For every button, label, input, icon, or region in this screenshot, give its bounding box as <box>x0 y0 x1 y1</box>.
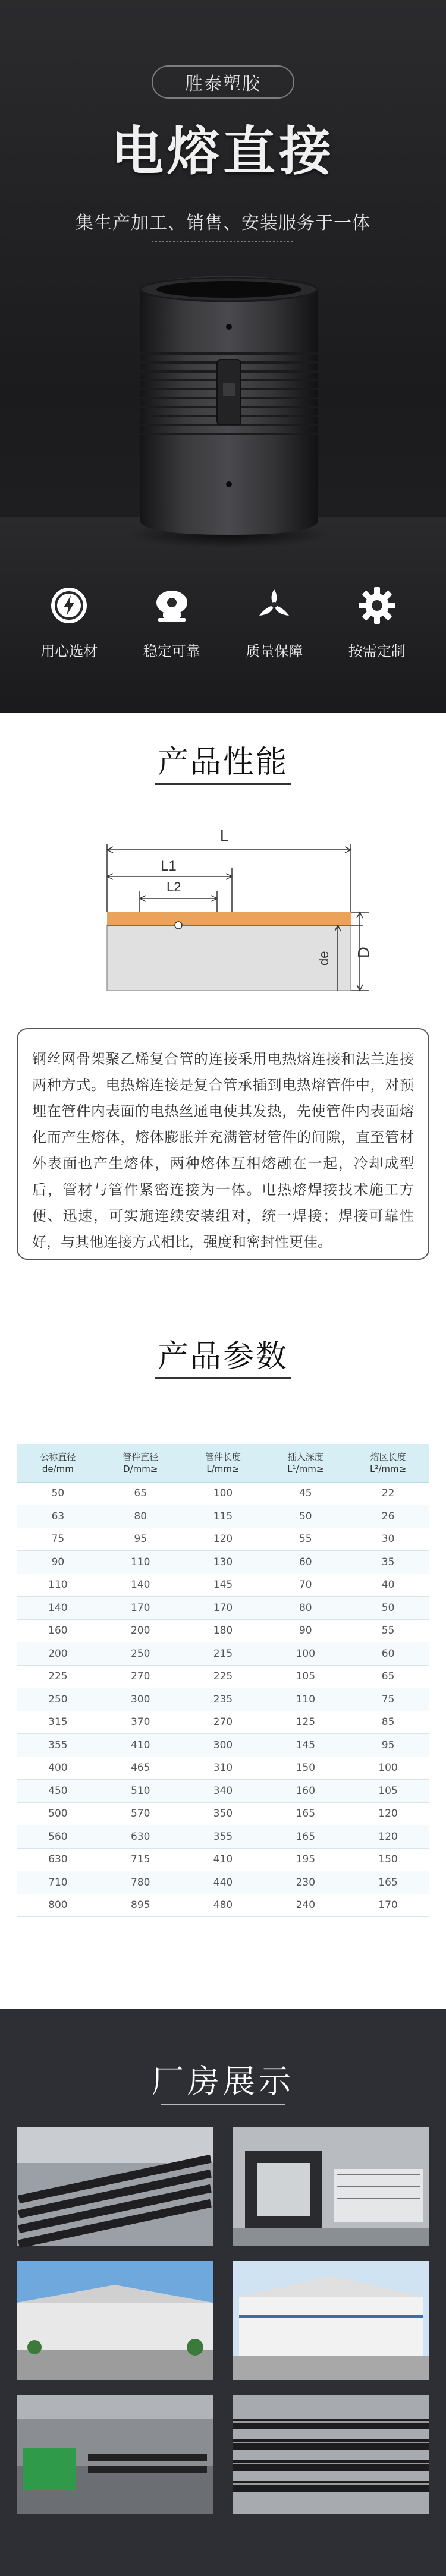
table-cell: 90 <box>264 1619 347 1642</box>
table-cell: 75 <box>17 1528 99 1551</box>
fan-hands-icon <box>251 582 297 629</box>
table-cell: 26 <box>347 1505 429 1528</box>
table-cell: 180 <box>182 1619 265 1642</box>
feature-label: 质量保障 <box>246 643 303 660</box>
table-row <box>17 1688 429 1711</box>
feature-item <box>230 582 319 671</box>
table-row <box>17 1802 429 1825</box>
table-cell: 105 <box>347 1780 429 1803</box>
table-cell: 300 <box>99 1688 182 1711</box>
table-cell: 140 <box>17 1597 99 1620</box>
table-cell: 145 <box>264 1734 347 1757</box>
table-cell: 225 <box>182 1665 265 1688</box>
machine-icon <box>149 582 195 629</box>
table-cell: 85 <box>347 1711 429 1734</box>
feature-list <box>0 582 446 671</box>
table-header-cell: 管件直径 D/mm≥ <box>99 1444 182 1482</box>
table-cell: 440 <box>182 1871 265 1894</box>
table-header-cell: 公称直径 de/mm <box>17 1444 99 1482</box>
table-body <box>17 1482 429 1917</box>
factory-photo-building-front <box>233 2261 429 2380</box>
table-cell: 110 <box>264 1688 347 1711</box>
factory-photo-machine <box>233 2127 429 2246</box>
table-cell: 895 <box>99 1894 182 1917</box>
table-cell: 465 <box>99 1757 182 1780</box>
table-cell: 100 <box>347 1757 429 1780</box>
params-table-wrap <box>17 1444 429 1917</box>
table-cell: 60 <box>264 1551 347 1574</box>
table-row <box>17 1757 429 1780</box>
factory-title-underline <box>161 2104 285 2105</box>
factory-photo-building-exterior <box>17 2261 213 2380</box>
params-title-underline <box>155 1377 291 1379</box>
table-row <box>17 1505 429 1528</box>
table-row <box>17 1894 429 1917</box>
table-cell: 230 <box>264 1871 347 1894</box>
dim-label-de: de <box>316 951 331 966</box>
table-cell: 410 <box>182 1848 265 1871</box>
table-row <box>17 1597 429 1620</box>
hero-subtitle: 集生产加工、销售、安装服务于一体 <box>76 213 370 234</box>
table-row <box>17 1482 429 1505</box>
table-row <box>17 1780 429 1803</box>
table-cell: 270 <box>99 1665 182 1688</box>
table-cell: 80 <box>264 1597 347 1620</box>
table-cell: 130 <box>182 1551 265 1574</box>
table-cell: 200 <box>99 1619 182 1642</box>
feature-item <box>332 582 422 671</box>
table-cell: 195 <box>264 1848 347 1871</box>
feature-item <box>24 582 114 671</box>
dim-label-L2: L2 <box>167 879 181 894</box>
table-cell: 160 <box>17 1619 99 1642</box>
table-cell: 370 <box>99 1711 182 1734</box>
table-header-row <box>17 1444 429 1482</box>
table-cell: 150 <box>264 1757 347 1780</box>
table-cell: 95 <box>99 1528 182 1551</box>
table-cell: 400 <box>17 1757 99 1780</box>
table-header-cell: 熔区长度 L²/mm≥ <box>347 1444 429 1482</box>
table-cell: 310 <box>182 1757 265 1780</box>
table-cell: 100 <box>182 1482 265 1505</box>
table-cell: 510 <box>99 1780 182 1803</box>
table-cell: 45 <box>264 1482 347 1505</box>
table-row <box>17 1619 429 1642</box>
table-cell: 110 <box>17 1574 99 1597</box>
description-text: 钢丝网骨架聚乙烯复合管的连接采用电热熔连接和法兰连接两种方式。电热熔连接是复合管承插到电热熔管件中，对预埋在管件内表面的电热丝通电使其发热，先使管件内表面熔化而产生熔体，熔体膨胀并充满管材管件的间隙，直至管材外表面也产生熔体，两种熔体互相熔融在一起，冷却成型后，管材与管件紧密连接为一体。电热熔焊接技术施工方便、迅速，可实施连续安装组对，统一焊接；焊接可靠性好，与其他连接方式相比，强度和密封性更佳。 <box>32 1051 414 1250</box>
table-cell: 225 <box>17 1665 99 1688</box>
table-cell: 50 <box>17 1482 99 1505</box>
table-cell: 170 <box>182 1597 265 1620</box>
gear-icon <box>354 582 400 629</box>
feature-label: 稳定可靠 <box>143 643 200 660</box>
table-cell: 120 <box>347 1825 429 1849</box>
table-cell: 240 <box>264 1894 347 1917</box>
table-cell: 70 <box>264 1574 347 1597</box>
table-header-cell: 管件长度 L/mm≥ <box>182 1444 265 1482</box>
coupler-product-image <box>131 270 327 550</box>
table-cell: 270 <box>182 1711 265 1734</box>
table-row <box>17 1711 429 1734</box>
table-cell: 50 <box>347 1597 429 1620</box>
table-cell: 120 <box>347 1802 429 1825</box>
table-cell: 165 <box>347 1871 429 1894</box>
table-cell: 80 <box>99 1505 182 1528</box>
table-row <box>17 1825 429 1849</box>
table-cell: 110 <box>99 1551 182 1574</box>
table-header-cell: 插入深度 L¹/mm≥ <box>264 1444 347 1482</box>
params-title: 产品参数 <box>157 1339 288 1374</box>
description-box <box>17 1028 429 1260</box>
table-cell: 215 <box>182 1642 265 1666</box>
table-cell: 570 <box>99 1802 182 1825</box>
table-cell: 40 <box>347 1574 429 1597</box>
table-cell: 105 <box>264 1665 347 1688</box>
table-cell: 480 <box>182 1894 265 1917</box>
performance-title-underline <box>155 783 291 785</box>
table-cell: 315 <box>17 1711 99 1734</box>
feature-label: 用心选材 <box>40 643 98 660</box>
table-cell: 140 <box>99 1574 182 1597</box>
table-cell: 350 <box>182 1802 265 1825</box>
table-cell: 65 <box>99 1482 182 1505</box>
dim-label-L: L <box>220 827 229 844</box>
table-cell: 170 <box>347 1894 429 1917</box>
table-row <box>17 1551 429 1574</box>
table-cell: 60 <box>347 1642 429 1666</box>
table-cell: 560 <box>17 1825 99 1849</box>
table-cell: 160 <box>264 1780 347 1803</box>
coupler-dimension-diagram <box>89 802 372 998</box>
table-cell: 22 <box>347 1482 429 1505</box>
table-cell: 65 <box>347 1665 429 1688</box>
hero-section <box>0 0 446 713</box>
table-cell: 55 <box>347 1619 429 1642</box>
table-cell: 115 <box>182 1505 265 1528</box>
feature-item <box>127 582 216 671</box>
factory-section <box>0 2009 446 2576</box>
table-cell: 150 <box>347 1848 429 1871</box>
table-row <box>17 1848 429 1871</box>
table-row <box>17 1642 429 1666</box>
table-cell: 50 <box>264 1505 347 1528</box>
table-cell: 300 <box>182 1734 265 1757</box>
table-cell: 35 <box>347 1551 429 1574</box>
factory-photo-pipe-stacks <box>17 2127 213 2246</box>
subtitle-divider <box>152 241 294 242</box>
table-row <box>17 1665 429 1688</box>
table-row <box>17 1734 429 1757</box>
lightning-circle-icon <box>46 582 92 629</box>
table-cell: 450 <box>17 1780 99 1803</box>
table-cell: 800 <box>17 1894 99 1917</box>
table-row <box>17 1871 429 1894</box>
table-cell: 355 <box>17 1734 99 1757</box>
table-cell: 165 <box>264 1802 347 1825</box>
table-cell: 63 <box>17 1505 99 1528</box>
table-cell: 340 <box>182 1780 265 1803</box>
table-cell: 200 <box>17 1642 99 1666</box>
table-cell: 235 <box>182 1688 265 1711</box>
table-cell: 710 <box>17 1871 99 1894</box>
table-cell: 30 <box>347 1528 429 1551</box>
table-cell: 95 <box>347 1734 429 1757</box>
table-cell: 355 <box>182 1825 265 1849</box>
factory-title: 厂房展示 <box>152 2063 294 2100</box>
table-cell: 170 <box>99 1597 182 1620</box>
table-cell: 630 <box>17 1848 99 1871</box>
table-cell: 125 <box>264 1711 347 1734</box>
params-table <box>17 1444 429 1917</box>
table-cell: 145 <box>182 1574 265 1597</box>
performance-title: 产品性能 <box>157 745 288 780</box>
brand-badge: 胜泰塑胶 <box>152 65 294 99</box>
table-cell: 250 <box>17 1688 99 1711</box>
table-cell: 715 <box>99 1848 182 1871</box>
table-row <box>17 1574 429 1597</box>
table-cell: 55 <box>264 1528 347 1551</box>
table-cell: 780 <box>99 1871 182 1894</box>
table-cell: 165 <box>264 1825 347 1849</box>
table-cell: 500 <box>17 1802 99 1825</box>
table-cell: 90 <box>17 1551 99 1574</box>
feature-label: 按需定制 <box>348 643 406 660</box>
dim-label-D: D <box>354 947 372 958</box>
dim-label-L1: L1 <box>161 858 177 874</box>
table-row <box>17 1528 429 1551</box>
table-cell: 630 <box>99 1825 182 1849</box>
table-cell: 75 <box>347 1688 429 1711</box>
hero-title: 电熔直接 <box>111 121 335 182</box>
factory-photo-workshop-green <box>17 2395 213 2514</box>
factory-photo-pipe-rows <box>233 2395 429 2514</box>
table-cell: 100 <box>264 1642 347 1666</box>
table-cell: 120 <box>182 1528 265 1551</box>
table-cell: 250 <box>99 1642 182 1666</box>
table-cell: 410 <box>99 1734 182 1757</box>
